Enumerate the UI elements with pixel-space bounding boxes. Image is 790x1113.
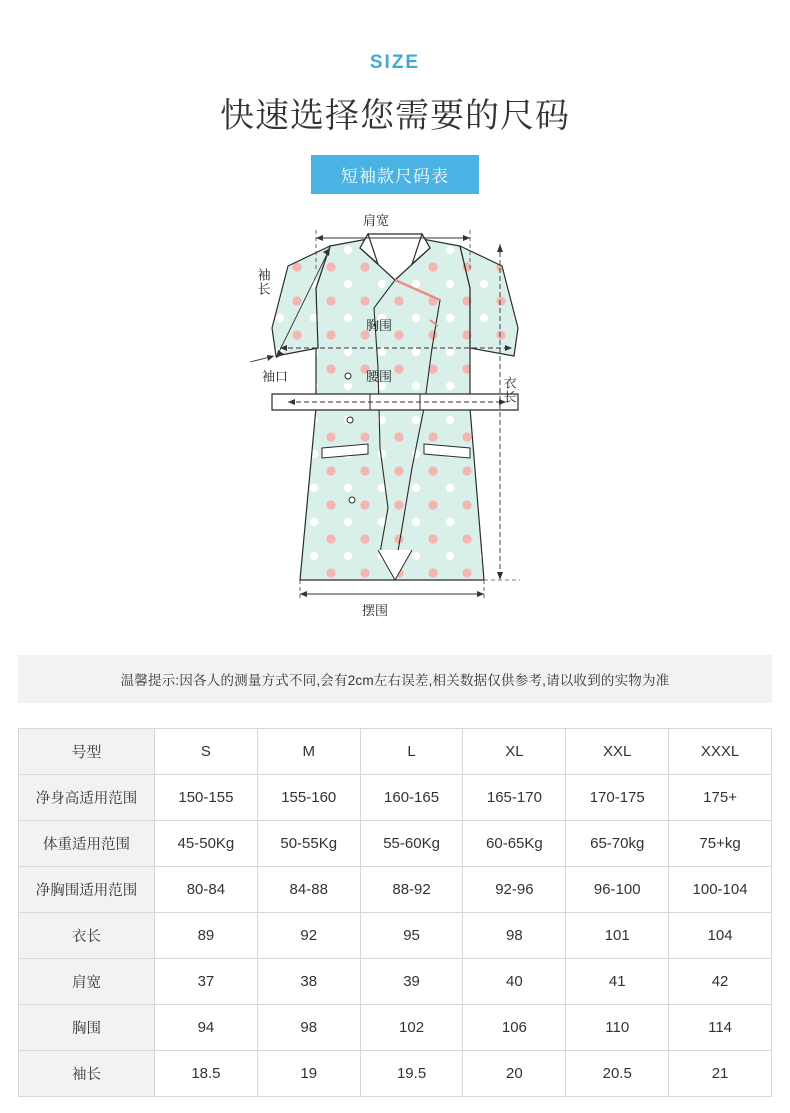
header-size-cell: XXL [566,729,669,775]
header-size-cell: S [155,729,258,775]
row-label: 净胸围适用范围 [19,867,155,913]
garment-diagram [0,208,790,628]
table-cell: 88-92 [360,867,463,913]
row-label: 袖长 [19,1051,155,1097]
header-size-cell: XL [463,729,566,775]
table-cell: 92-96 [463,867,566,913]
header-size-cell: L [360,729,463,775]
table-cell: 60-65Kg [463,821,566,867]
page-title: 快速选择您需要的尺码 [220,97,570,135]
table-cell: 106 [463,1005,566,1051]
table-cell: 102 [360,1005,463,1051]
label-waist: 腰围 [366,369,393,384]
size-table-badge: 短袖款尺码表 [311,155,479,194]
table-cell: 155-160 [257,775,360,821]
table-cell: 92 [257,913,360,959]
header-label-cell: 号型 [19,729,155,775]
table-row [19,913,772,959]
table-cell: 95 [360,913,463,959]
table-cell: 19.5 [360,1051,463,1097]
table-cell: 42 [669,959,772,1005]
table-row [19,867,772,913]
table-cell: 110 [566,1005,669,1051]
table-cell: 175+ [669,775,772,821]
table-cell: 98 [257,1005,360,1051]
table-cell: 170-175 [566,775,669,821]
table-row [19,821,772,867]
table-cell: 65-70kg [566,821,669,867]
table-cell: 45-50Kg [155,821,258,867]
table-cell: 20.5 [566,1051,669,1097]
table-cell: 55-60Kg [360,821,463,867]
table-row [19,959,772,1005]
table-cell: 104 [669,913,772,959]
measurement-tip-bar [18,655,772,703]
row-label: 胸围 [19,1005,155,1051]
table-cell: 96-100 [566,867,669,913]
table-row [19,1005,772,1051]
label-hem: 摆围 [362,603,389,618]
table-cell: 50-55Kg [257,821,360,867]
garment-illustration [0,208,790,628]
table-cell: 101 [566,913,669,959]
table-row [19,1051,772,1097]
table-cell: 150-155 [155,775,258,821]
table-row [19,775,772,821]
table-header-row [19,729,772,775]
eyebrow-label: SIZE [369,52,421,73]
table-cell: 75+kg [669,821,772,867]
table-cell: 84-88 [257,867,360,913]
row-label: 净身高适用范围 [19,775,155,821]
table-cell: 165-170 [463,775,566,821]
table-cell: 160-165 [360,775,463,821]
label-garment-length: 衣长 [501,376,517,404]
table-cell: 114 [669,1005,772,1051]
header-size-cell: XXXL [669,729,772,775]
badge-row [0,155,790,194]
table-cell: 39 [360,959,463,1005]
row-label: 体重适用范围 [19,821,155,867]
table-cell: 98 [463,913,566,959]
measurement-tip-text: 温馨提示:因各人的测量方式不同,会有2cm左右误差,相关数据仅供参考,请以收到的实物为准 [120,673,670,688]
label-sleeve-length: 袖长 [255,268,271,296]
table-cell: 20 [463,1051,566,1097]
table-cell: 40 [463,959,566,1005]
size-table-body [19,729,772,1097]
header-size-cell: M [257,729,360,775]
table-cell: 38 [257,959,360,1005]
table-cell: 21 [669,1051,772,1097]
table-cell: 89 [155,913,258,959]
size-table [18,728,772,1097]
table-cell: 100-104 [669,867,772,913]
row-label: 衣长 [19,913,155,959]
table-cell: 19 [257,1051,360,1097]
table-cell: 41 [566,959,669,1005]
table-cell: 80-84 [155,867,258,913]
table-cell: 37 [155,959,258,1005]
label-shoulder-width: 肩宽 [363,213,390,228]
table-cell: 94 [155,1005,258,1051]
label-cuff: 袖口 [262,369,289,384]
label-bust: 胸围 [366,318,393,333]
row-label: 肩宽 [19,959,155,1005]
table-cell: 18.5 [155,1051,258,1097]
